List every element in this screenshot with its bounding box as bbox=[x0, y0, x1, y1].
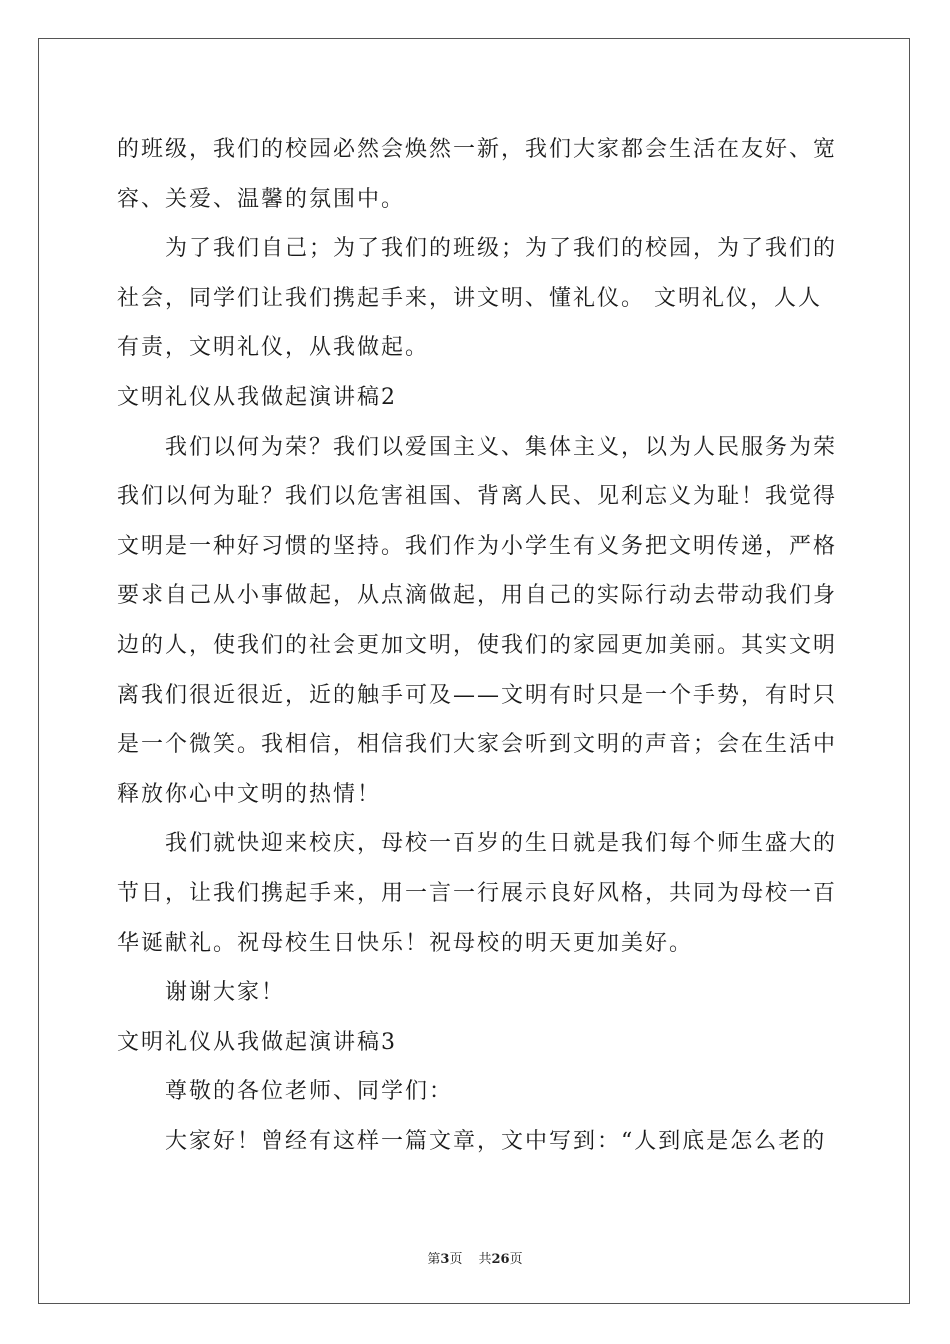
section-heading: 文明礼仪从我做起演讲稿2 bbox=[117, 384, 397, 410]
document-body bbox=[117, 125, 838, 1166]
paragraph-line: 边的人，使我们的社会更加文明，使我们的家园更加美丽。其实文明 bbox=[117, 632, 838, 658]
paragraph-line: 我们以何为耻？我们以危害祖国、背离人民、见利忘义为耻！我觉得 bbox=[117, 484, 838, 510]
paragraph-line: 节日，让我们携起手来，用一言一行展示良好风格，共同为母校一百 bbox=[117, 880, 838, 906]
page-number-prefix: 第 bbox=[427, 1252, 441, 1267]
paragraph-line: 释放你心中文明的热情！ bbox=[117, 781, 382, 807]
paragraph-line: 离我们很近很近，近的触手可及——文明有时只是一个手势，有时只 bbox=[117, 682, 838, 708]
paragraph-line: 有责，文明礼仪，从我做起。 bbox=[117, 335, 430, 361]
paragraph-line: 容、关爱、温馨的氛围中。 bbox=[117, 186, 406, 212]
section-heading: 文明礼仪从我做起演讲稿3 bbox=[117, 1029, 397, 1055]
total-pages-prefix: 共 bbox=[478, 1252, 492, 1267]
paragraph-line: 文明是一种好习惯的坚持。我们作为小学生有义务把文明传递，严格 bbox=[117, 533, 838, 559]
total-page-count: 26 bbox=[491, 1252, 510, 1267]
paragraph-line: 我们就快迎来校庆，母校一百岁的生日就是我们每个师生盛大的 bbox=[165, 831, 838, 857]
current-page-number: 3 bbox=[440, 1252, 450, 1267]
paragraph-line: 为了我们自己；为了我们的班级；为了我们的校园，为了我们的 bbox=[165, 236, 838, 262]
paragraph-line: 我们以何为荣？我们以爱国主义、集体主义，以为人民服务为荣 bbox=[165, 434, 838, 460]
paragraph-line: 的班级，我们的校园必然会焕然一新，我们大家都会生活在友好、宽 bbox=[117, 137, 838, 162]
paragraph-line: 华诞献礼。祝母校生日快乐！祝母校的明天更加美好。 bbox=[117, 930, 694, 956]
page-number-suffix: 页 bbox=[449, 1252, 463, 1267]
paragraph-line: 尊敬的各位老师、同学们： bbox=[165, 1079, 454, 1105]
total-pages-suffix: 页 bbox=[509, 1252, 523, 1267]
paragraph-line: 是一个微笑。我相信，相信我们大家会听到文明的声音；会在生活中 bbox=[117, 732, 838, 758]
paragraph-line: 谢谢大家！ bbox=[165, 980, 286, 1006]
paragraph-line: 要求自己从小事做起，从点滴做起，用自己的实际行动去带动我们身 bbox=[117, 583, 838, 609]
page-footer bbox=[0, 1248, 950, 1267]
paragraph-line: 社会，同学们让我们携起手来，讲文明、懂礼仪。 文明礼仪，人人 bbox=[117, 285, 822, 311]
paragraph-line: 大家好！曾经有这样一篇文章，文中写到：“人到底是怎么老的 bbox=[165, 1128, 827, 1154]
